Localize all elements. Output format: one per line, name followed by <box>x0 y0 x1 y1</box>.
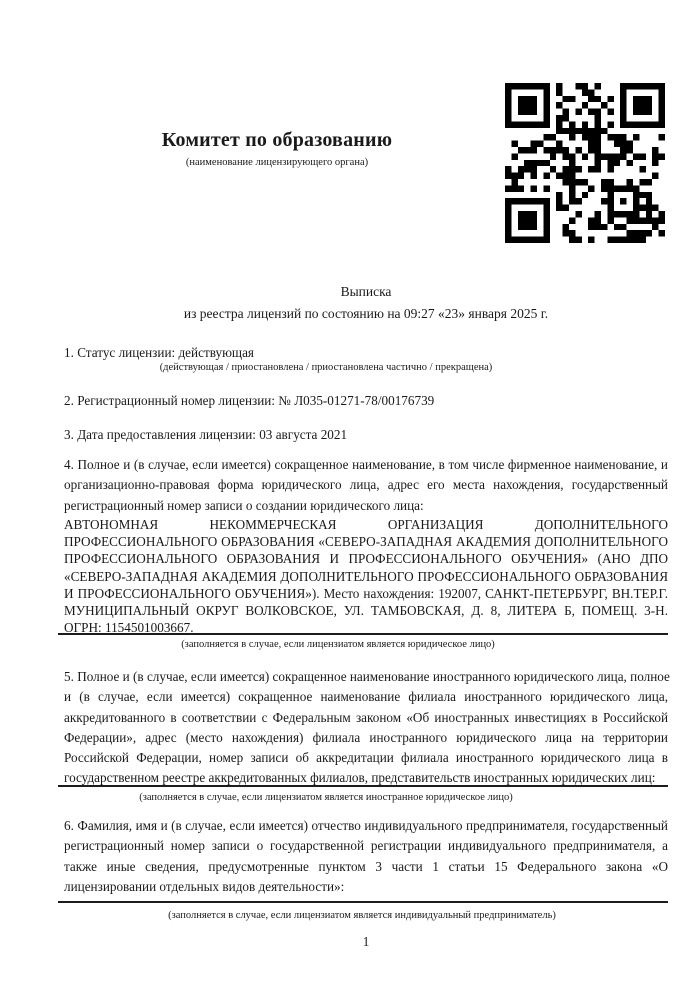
text-line: Федерации», адрес (место нахождения) филиала иностранного юридического лица на территории <box>64 729 668 745</box>
licensing-authority-header <box>64 129 490 169</box>
text-line: лицензировании отдельных видов деятельности»: <box>64 878 345 894</box>
field-grant-date: 3. Дата предоставления лицензии: 03 августа 2021 <box>64 427 348 442</box>
blank-field-rule-foreign-entity <box>58 785 668 787</box>
field-entrepreneur <box>64 816 668 897</box>
text-line: государственном реестре аккредитованных филиалов, представительств иностранных юридических лиц: <box>64 770 656 786</box>
text-line: АВТОНОМНАЯ НЕКОММЕРЧЕСКАЯ ОРГАНИЗАЦИЯ ДОПОЛНИТЕЛЬНОГО <box>64 516 668 532</box>
field-caption-status-options: (действующая / приостановлена / приостановлена частично / прекращена) <box>159 362 493 373</box>
text-line: «СЕВЕРО-ЗАПАДНАЯ АКАДЕМИЯ ДОПОЛНИТЕЛЬНОГО ПРОФЕССИОНАЛЬНОГО ОБРАЗОВАНИЯ <box>64 568 668 584</box>
text-line: организационно-правовая форма юридического лица, адрес его места нахождения, государственный <box>64 477 668 493</box>
text-line: ОГРН: 1154501003667. <box>64 620 194 636</box>
text-line: аккредитованного в соответствии с Федеральным законом «Об иностранных инвестициях в Российской <box>64 709 668 725</box>
field-caption-foreign-entity: (заполняется в случае, если лицензиатом является иностранное юридическое лицо) <box>139 792 513 803</box>
document-title-line1: Выписка <box>340 284 392 299</box>
field-caption-entrepreneur: (заполняется в случае, если лицензиатом является индивидуальный предприниматель) <box>168 910 556 921</box>
field-legal-entity-label <box>64 455 668 516</box>
text-line: Российской Федерации, номер записи об аккредитации филиала иностранного юридического лица в <box>64 750 668 766</box>
text-line: И ПРОФЕССИОНАЛЬНОГО ОБУЧЕНИЯ»). Место нахождения: 192007, САНКТ-ПЕТЕРБУРГ, ВН.ТЕР.Г. <box>64 585 668 601</box>
field-foreign-entity <box>64 667 668 789</box>
text-line: и (в случае, если имеется) сокращенное наименование филиала иностранного юридического лица, <box>64 689 668 705</box>
field-license-status: 1. Статус лицензии: действующая <box>64 345 255 360</box>
blank-field-rule-legal-entity <box>58 633 668 635</box>
text-line: 4. Полное и (в случае, если имеется) сокращенное наименование, в том числе фирменное наименование, и <box>64 457 668 472</box>
field-registration-number: 2. Регистрационный номер лицензии: № Л035-01271-78/00176739 <box>64 393 435 408</box>
blank-field-rule-entrepreneur <box>58 901 668 903</box>
qr-code-icon <box>505 83 665 243</box>
field-legal-entity <box>64 455 668 636</box>
document-title-line2: из реестра лицензий по состоянию на 09:27 «23» января 2025 г. <box>183 305 549 321</box>
text-line: ПРОФЕССИОНАЛЬНОГО ОБРАЗОВАНИЯ «СЕВЕРО-ЗАПАДНАЯ АКАДЕМИЯ ДОПОЛНИТЕЛЬНОГО <box>64 534 668 550</box>
text-line: ПРОФЕССИОНАЛЬНОГО ОБРАЗОВАНИЯ И ПРОФЕССИОНАЛЬНОГО ОБУЧЕНИЯ» (АНО ДПО <box>64 551 668 567</box>
text-line: 5. Полное и (в случае, если имеется) сокращенное наименование иностранного юридического лица, полное <box>64 669 670 684</box>
text-line: также иные сведения, предусмотренные пунктом 3 части 1 статьи 15 Федерального закона «О <box>64 858 668 874</box>
licensing-authority-name: Комитет по образованию <box>161 129 393 151</box>
text-line: регистрационный номер записи о создании юридического лица: <box>64 497 424 513</box>
page-number: 1 <box>362 934 370 949</box>
field-caption-legal-entity: (заполняется в случае, если лицензиатом является юридическое лицо) <box>181 639 495 650</box>
field-legal-entity-value <box>64 516 668 636</box>
text-line: регистрационный номер записи о государственной регистрации индивидуального предпринимателя, а <box>64 838 668 854</box>
text-line: МУНИЦИПАЛЬНЫЙ ОКРУГ ВОЛКОВСКОЕ, УЛ. ТАМБОВСКАЯ, Д. 8, ЛИТЕРА Б, ПОМЕЩ. 3-Н. <box>64 602 668 618</box>
licensing-authority-caption: (наименование лицензирующего органа) <box>185 157 369 168</box>
text-line: 6. Фамилия, имя и (в случае, если имеется) отчество индивидуального предпринимателя, государственный <box>64 818 668 833</box>
document-title <box>64 281 668 324</box>
